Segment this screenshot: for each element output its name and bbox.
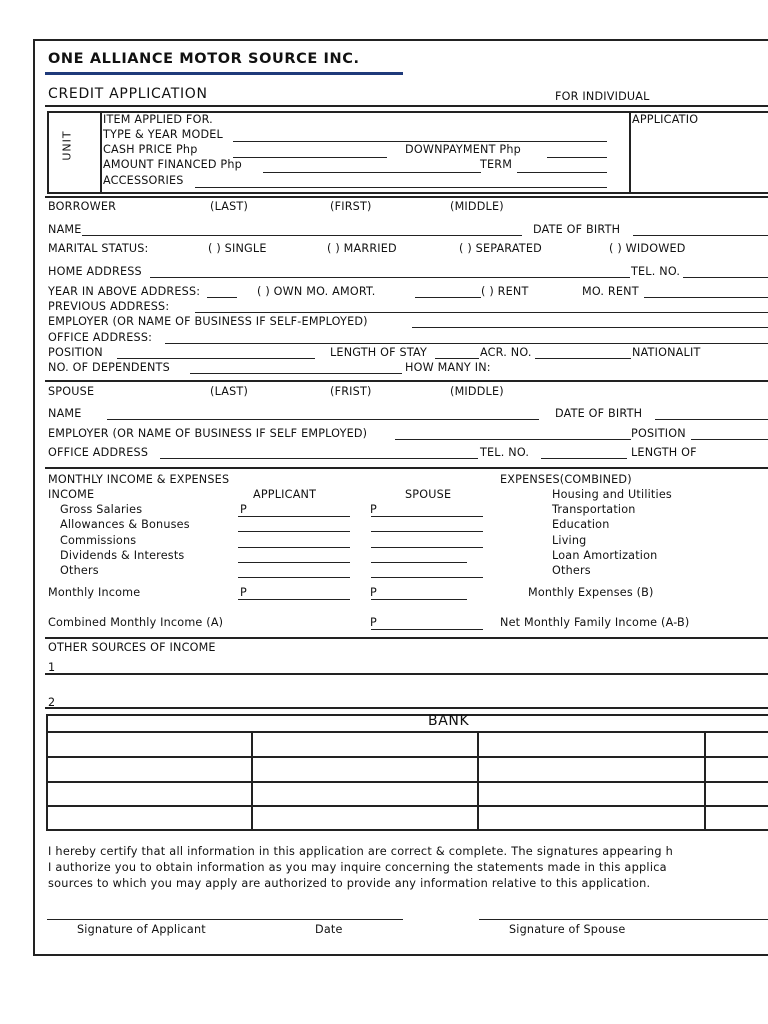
spouse-signature-label: Signature of Spouse <box>509 923 626 936</box>
expense-item: Transportation <box>552 503 636 516</box>
spouse-income-field[interactable] <box>371 577 483 578</box>
applicant-income-field[interactable] <box>238 562 350 563</box>
amount-financed-field[interactable] <box>263 172 481 173</box>
bank-col-line <box>704 731 706 831</box>
monthly-income-spouse-field[interactable] <box>371 599 467 600</box>
spouse-middle: (MIDDLE) <box>450 385 504 398</box>
spouse-income-field[interactable] <box>371 562 467 563</box>
length-stay-field[interactable] <box>435 358 479 359</box>
bank-row-line <box>46 805 768 807</box>
spouse-title: SPOUSE <box>48 385 95 398</box>
income-row: Gross Salaries <box>60 503 143 516</box>
position-field[interactable] <box>117 358 315 359</box>
spouse-last: (LAST) <box>210 385 249 398</box>
spouse-dob-field[interactable] <box>655 419 768 420</box>
bank-title: BANK <box>428 713 470 729</box>
type-year-label: TYPE & YEAR MODEL <box>103 128 223 141</box>
marital-married[interactable]: ( ) MARRIED <box>327 242 397 255</box>
mo-rent-field[interactable] <box>644 297 768 298</box>
applicant-signature-line[interactable] <box>47 919 403 920</box>
other-source-2-line[interactable] <box>45 707 768 709</box>
net-income-label: Net Monthly Family Income (A-B) <box>500 616 690 629</box>
header-divider <box>45 105 768 107</box>
own-option[interactable]: ( ) OWN MO. AMORT. <box>257 285 376 298</box>
length-stay-label: LENGTH OF STAY <box>330 346 428 359</box>
spouse-income-field[interactable] <box>371 547 483 548</box>
applicant-income-field[interactable] <box>238 547 350 548</box>
spouse-office-field[interactable] <box>160 458 478 459</box>
how-many-label: HOW MANY IN: <box>405 361 491 374</box>
bank-col-line <box>477 731 479 831</box>
type-year-field[interactable] <box>233 141 607 142</box>
income-row: Dividends & Interests <box>60 549 185 562</box>
previous-address-field[interactable] <box>195 312 768 313</box>
own-amort-field[interactable] <box>415 297 481 298</box>
application-label: APPLICATIO <box>632 113 699 126</box>
date-label: Date <box>315 923 343 936</box>
monthly-income-applicant-field[interactable] <box>238 599 350 600</box>
other-sources-title: OTHER SOURCES OF INCOME <box>48 641 216 654</box>
mo-rent-label: MO. RENT <box>582 285 639 298</box>
office-address-field[interactable] <box>165 343 768 344</box>
dependents-label: NO. OF DEPENDENTS <box>48 361 170 374</box>
borrower-last: (LAST) <box>210 200 249 213</box>
certification-line-3: sources to which you may apply are authorized to provide any information relative to this application. <box>48 877 651 890</box>
combined-income-field[interactable] <box>371 629 483 630</box>
position-label: POSITION <box>48 346 103 359</box>
form-title: CREDIT APPLICATION <box>48 86 208 102</box>
marital-widowed[interactable]: ( ) WIDOWED <box>609 242 686 255</box>
bank-row-line <box>46 756 768 758</box>
term-field[interactable] <box>517 172 607 173</box>
office-address-label: OFFICE ADDRESS: <box>48 331 153 344</box>
income-title: MONTHLY INCOME & EXPENSES <box>48 473 230 486</box>
cash-price-label: CASH PRICE Php <box>103 143 198 156</box>
spouse-income-field[interactable] <box>371 531 483 532</box>
borrower-dob-field[interactable] <box>633 235 768 236</box>
spouse-length-label: LENGTH OF <box>631 446 697 459</box>
borrower-title: BORROWER <box>48 200 117 213</box>
employer-field[interactable] <box>412 327 768 328</box>
home-address-label: HOME ADDRESS <box>48 265 142 278</box>
spouse-top-rule <box>45 380 768 382</box>
expense-item: Housing and Utilities <box>552 488 672 501</box>
income-row: Others <box>60 564 99 577</box>
years-above-label: YEAR IN ABOVE ADDRESS: <box>48 285 201 298</box>
bank-row-line <box>46 731 768 733</box>
marital-status-label: MARITAL STATUS: <box>48 242 149 255</box>
combined-income-p: P <box>370 616 377 629</box>
spouse-column: SPOUSE <box>405 488 452 501</box>
nationality-label: NATIONALIT <box>632 346 701 359</box>
years-above-field[interactable] <box>207 297 237 298</box>
spouse-income-field[interactable] <box>371 516 483 517</box>
home-tel-label: TEL. NO. <box>631 265 681 278</box>
spouse-first: (FRIST) <box>330 385 372 398</box>
borrower-middle: (MIDDLE) <box>450 200 504 213</box>
borrower-dob-label: DATE OF BIRTH <box>533 223 621 236</box>
expense-item: Living <box>552 534 587 547</box>
monthly-expenses-label: Monthly Expenses (B) <box>528 586 654 599</box>
bank-row-line <box>46 781 768 783</box>
spouse-position-label: POSITION <box>631 427 686 440</box>
expense-item: Others <box>552 564 591 577</box>
borrower-name-field[interactable] <box>82 235 522 236</box>
home-tel-field[interactable] <box>683 277 768 278</box>
spouse-p-label: P <box>370 503 377 516</box>
acr-field[interactable] <box>535 358 631 359</box>
applicant-income-field[interactable] <box>238 516 350 517</box>
spouse-position-field[interactable] <box>691 439 768 440</box>
downpayment-label: DOWNPAYMENT Php <box>405 143 521 156</box>
accessories-field[interactable] <box>195 187 607 188</box>
spouse-tel-field[interactable] <box>541 458 627 459</box>
spouse-employer-field[interactable] <box>395 439 631 440</box>
form-type: FOR INDIVIDUAL <box>555 90 650 103</box>
spouse-name-label: NAME <box>48 407 82 420</box>
applicant-p-label: P <box>240 503 247 516</box>
credit-application-form <box>33 39 768 956</box>
monthly-income-label: Monthly Income <box>48 586 141 599</box>
spouse-name-field[interactable] <box>107 419 539 420</box>
income-row: Allowances & Bonuses <box>60 518 190 531</box>
expense-item: Education <box>552 518 610 531</box>
rent-option[interactable]: ( ) RENT <box>481 285 529 298</box>
other-source-1-line[interactable] <box>45 673 768 675</box>
amount-financed-label: AMOUNT FINANCED Php <box>103 158 242 171</box>
applicant-income-field[interactable] <box>238 577 350 578</box>
other-source-1-label: 1 <box>48 661 56 674</box>
expenses-title: EXPENSES(COMBINED) <box>500 473 632 486</box>
company-name: ONE ALLIANCE MOTOR SOURCE INC. <box>48 51 360 67</box>
applicant-signature-label: Signature of Applicant <box>77 923 206 936</box>
accessories-label: ACCESSORIES <box>103 174 184 187</box>
income-row: Commissions <box>60 534 137 547</box>
employer-label: EMPLOYER (OR NAME OF BUSINESS IF SELF-EMPLOYED) <box>48 315 368 328</box>
acr-label: ACR. NO. <box>480 346 532 359</box>
item-applied-label: ITEM APPLIED FOR. <box>103 113 213 126</box>
borrower-first: (FIRST) <box>330 200 372 213</box>
previous-address-label: PREVIOUS ADDRESS: <box>48 300 170 313</box>
term-label: TERM <box>480 158 513 171</box>
certification-line-2: I authorize you to obtain information as you may inquire concerning the statements made in this applica <box>48 861 667 874</box>
marital-single[interactable]: ( ) SINGLE <box>208 242 267 255</box>
home-address-field[interactable] <box>150 277 630 278</box>
combined-income-label: Combined Monthly Income (A) <box>48 616 224 629</box>
expense-item: Loan Amortization <box>552 549 658 562</box>
unit-box-divider <box>100 111 102 194</box>
monthly-income-applicant-p: P <box>240 586 247 599</box>
other-source-2-label: 2 <box>48 696 56 709</box>
income-top-rule <box>45 467 768 469</box>
spouse-employer-label: EMPLOYER (OR NAME OF BUSINESS IF SELF EMPLOYED) <box>48 427 368 440</box>
income-label: INCOME <box>48 488 95 501</box>
spouse-signature-line[interactable] <box>479 919 768 920</box>
applicant-column: APPLICANT <box>253 488 317 501</box>
cash-price-field[interactable] <box>233 157 387 158</box>
other-sources-top-rule <box>45 637 768 639</box>
spouse-dob-label: DATE OF BIRTH <box>555 407 643 420</box>
dependents-field[interactable] <box>190 373 402 374</box>
applicant-income-field[interactable] <box>238 531 350 532</box>
company-underline <box>45 72 403 75</box>
spouse-tel-label: TEL. NO. <box>480 446 530 459</box>
downpayment-field[interactable] <box>547 157 607 158</box>
monthly-income-spouse-p: P <box>370 586 377 599</box>
certification-line-1: I hereby certify that all information in this application are correct & complete. The signatures appearing h <box>48 845 674 858</box>
borrower-name-label: NAME <box>48 223 82 236</box>
spouse-office-label: OFFICE ADDRESS <box>48 446 149 459</box>
borrower-top-rule <box>45 196 768 198</box>
unit-side-label: UNIT <box>60 130 74 161</box>
marital-separated[interactable]: ( ) SEPARATED <box>459 242 542 255</box>
bank-col-line <box>251 731 253 831</box>
